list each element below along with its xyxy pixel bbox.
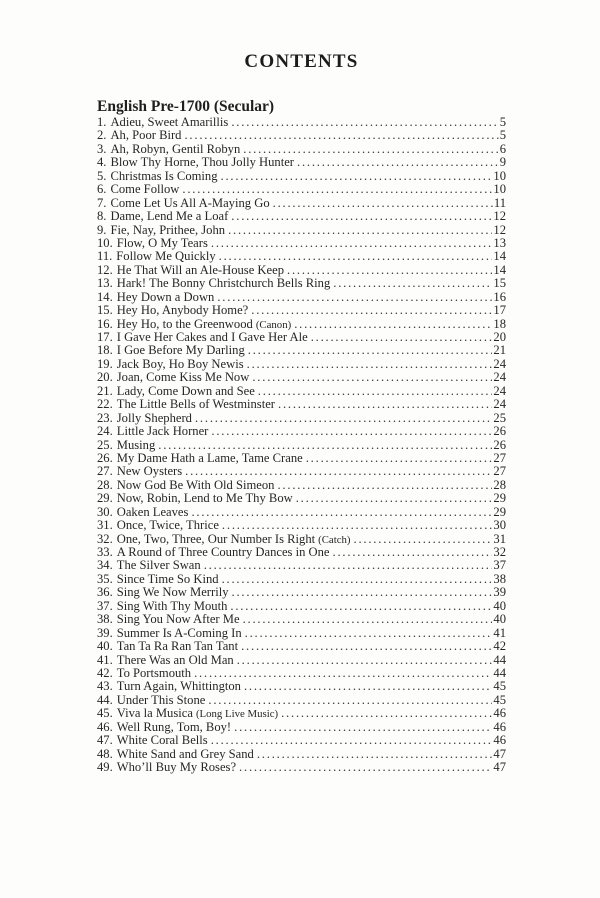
toc-entry-title: New Oysters [116,464,183,479]
dot-leader [296,492,493,505]
toc-entry-page: 41 [493,625,506,640]
dot-leader [231,116,498,129]
toc-entry [97,344,506,357]
toc-entry-page: 45 [493,679,506,694]
toc-entry-title: Since Time So Kind [116,571,219,586]
toc-entry-page: 9 [499,155,506,170]
toc-entry-title: Now, Robin, Lend to Me Thy Bow [116,491,293,506]
dot-leader [221,170,493,183]
toc-entry [97,143,506,156]
toc-entry-page: 27 [493,464,506,479]
toc-entry-page: 24 [493,370,506,385]
toc-entry-title: White Coral Bells [116,733,208,748]
dot-leader [241,640,492,653]
toc-entry [97,197,506,210]
toc-entry [97,116,506,129]
toc-entry-number: 47. [97,733,113,748]
toc-entry-number: 23. [97,410,113,425]
toc-entry-page: 29 [493,504,506,519]
toc-entry-title: My Dame Hath a Lame, Tame Crane [116,450,303,465]
toc-entry-number: 39. [97,625,113,640]
toc-entry-number: 4. [97,155,107,170]
toc-entry-number: 48. [97,746,113,761]
dot-leader [204,559,493,572]
toc-entry-title: To Portsmouth [116,665,192,680]
toc-entry [97,533,506,546]
dot-leader [333,277,492,290]
toc-entry-page: 46 [493,719,506,734]
toc-entry-title: Sing We Now Merrily [116,585,229,600]
toc-entry-page: 47 [493,746,506,761]
toc-entry [97,224,506,237]
toc-entry [97,291,506,304]
toc-entry [97,210,506,223]
toc-entry [97,748,506,761]
toc-entry-title: Adieu, Sweet Amarillis [110,115,229,129]
toc-entry-page: 18 [493,316,506,331]
toc-entry-page: 40 [493,598,506,613]
toc-entry [97,385,506,398]
toc-entry-number: 27. [97,464,113,479]
dot-leader [243,613,493,626]
toc-entry-page: 13 [493,235,506,250]
toc-entry-page: 47 [493,760,506,774]
toc-entry-page: 32 [493,545,506,559]
toc-entry-title: Hark! The Bonny Christchurch Bells Ring [116,276,331,291]
toc-entry [97,331,506,344]
toc-entry-page: 12 [493,222,506,237]
dot-leader [211,734,493,747]
toc-entry-number: 45. [97,706,113,721]
toc-list [97,116,506,774]
toc-entry-number: 30. [97,504,113,519]
toc-entry-title: Jolly Shepherd [116,410,192,425]
toc-entry [97,519,506,532]
toc-entry-page: 38 [493,571,506,586]
dot-leader [333,546,493,559]
toc-entry-title: A Round of Three Country Dances in One [116,545,330,559]
toc-entry-title: I Gave Her Cakes and I Gave Her Ale [116,330,308,344]
toc-entry [97,600,506,613]
toc-entry-title: Jack Boy, Ho Boy Newis [116,356,244,371]
toc-entry-number: 34. [97,558,113,573]
toc-entry [97,250,506,263]
toc-entry-number: 49. [97,760,113,774]
toc-entry-title: Joan, Come Kiss Me Now [116,370,250,385]
toc-entry-number: 26. [97,450,113,465]
toc-entry-title: Under This Stone [116,692,206,707]
toc-entry-title: Once, Twice, Thrice [116,518,219,533]
dot-leader [251,304,492,317]
toc-entry-number: 6. [97,182,107,197]
toc-entry-page: 45 [493,692,506,707]
toc-entry-page: 24 [493,356,506,371]
toc-entry-number: 9. [97,222,107,237]
toc-entry [97,183,506,196]
toc-entry-number: 13. [97,276,113,291]
dot-leader [191,506,492,519]
toc-entry-page: 27 [493,450,506,465]
toc-entry-number: 38. [97,612,113,627]
dot-leader [278,398,492,411]
toc-entry-title: Turn Again, Whittington [116,679,241,694]
toc-entry [97,627,506,640]
toc-entry [97,439,506,452]
toc-entry [97,304,506,317]
toc-entry [97,277,506,290]
dot-leader [247,358,493,371]
dot-leader [273,197,493,210]
toc-entry-title: Summer Is A-Coming In [116,625,242,640]
toc-entry [97,452,506,465]
dot-leader [252,371,492,384]
toc-entry-title: Follow Me Quickly [116,249,216,264]
dot-leader [195,412,492,425]
toc-entry-number: 3. [97,141,107,156]
toc-entry-title: Viva la Musica [116,706,193,721]
dot-leader [234,721,492,734]
dot-leader [237,654,493,667]
dot-leader [217,291,492,304]
toc-entry-title: Who’ll Buy My Roses? [116,760,237,774]
toc-entry-number: 11. [97,249,113,264]
toc-entry-title: There Was an Old Man [116,652,234,667]
toc-entry-number: 22. [97,397,113,412]
toc-entry-page: 46 [493,706,506,721]
toc-entry-number: 15. [97,303,113,318]
toc-entry [97,613,506,626]
toc-entry-page: 39 [493,585,506,600]
toc-entry-page: 6 [499,141,506,156]
toc-entry-page: 14 [493,249,506,264]
toc-entry [97,680,506,693]
toc-entry-number: 14. [97,289,113,304]
toc-entry-number: 21. [97,383,113,398]
toc-entry-title: Lady, Come Down and See [116,383,255,398]
dot-leader [354,533,493,546]
dot-leader [194,667,492,680]
dot-leader [306,452,493,465]
toc-entry-number: 10. [97,235,113,250]
dot-leader [311,331,493,344]
dot-leader [232,586,493,599]
toc-entry-page: 26 [493,424,506,439]
toc-entry-number: 12. [97,262,113,277]
toc-entry-page: 24 [493,397,506,412]
toc-entry [97,667,506,680]
toc-entry [97,640,506,653]
toc-entry-title: Little Jack Horner [116,424,209,439]
dot-leader [245,627,493,640]
toc-entry [97,170,506,183]
toc-entry-number: 36. [97,585,113,600]
toc-entry-number: 28. [97,477,113,492]
toc-entry-title: Oaken Leaves [116,504,189,519]
toc-entry-title: Musing [116,437,156,452]
toc-entry [97,237,506,250]
toc-entry [97,129,506,142]
toc-entry-number: 32. [97,531,113,546]
toc-entry-number: 20. [97,370,113,385]
toc-entry-page: 44 [493,665,506,680]
toc-entry-title: Dame, Lend Me a Loaf [110,209,229,224]
toc-entry [97,398,506,411]
toc-entry-page: 15 [493,276,506,291]
toc-entry-number: 43. [97,679,113,694]
section-heading: English Pre-1700 (Secular) [97,98,275,115]
toc-entry-title: Christmas Is Coming [110,168,218,183]
dot-leader [297,156,499,169]
toc-entry-page: 44 [493,652,506,667]
toc-entry [97,358,506,371]
toc-entry-number: 46. [97,719,113,734]
toc-entry-number: 18. [97,343,113,358]
dot-leader [294,318,492,331]
toc-entry-number: 40. [97,639,113,654]
toc-entry-number: 17. [97,330,113,344]
toc-entry-number: 19. [97,356,113,371]
toc-entry [97,694,506,707]
toc-entry-title: Now God Be With Old Simeon [116,477,275,492]
toc-entry [97,492,506,505]
toc-entry-title: Hey Down a Down [116,289,215,304]
toc-entry [97,707,506,720]
dot-leader [287,264,492,277]
toc-entry-page: 12 [493,209,506,224]
toc-entry-number: 35. [97,571,113,586]
dot-leader [211,425,492,438]
toc-entry-page: 37 [493,558,506,573]
toc-entry-number: 7. [97,195,107,210]
toc-entry [97,425,506,438]
dot-leader [243,143,498,156]
toc-entry-page: 5 [499,115,506,129]
toc-entry-number: 44. [97,692,113,707]
toc-entry-title: Blow Thy Horne, Thou Jolly Hunter [110,155,294,170]
toc-entry-number: 25. [97,437,113,452]
toc-entry-title: Hey Ho, to the Greenwood [116,316,253,331]
toc-entry-title: Flow, O My Tears [116,235,208,250]
toc-entry-title: Come Let Us All A-Maying Go [110,195,270,210]
toc-entry-page: 26 [493,437,506,452]
toc-entry-page: 30 [493,518,506,533]
toc-entry-page: 28 [493,477,506,492]
dot-leader [184,129,498,142]
toc-entry [97,734,506,747]
dot-leader [222,519,492,532]
dot-leader [208,694,492,707]
toc-entry-title: The Silver Swan [116,558,201,573]
toc-entry [97,264,506,277]
toc-entry-number: 2. [97,128,107,143]
dot-leader [244,680,492,693]
toc-entry-page: 31 [493,531,506,546]
toc-entry-page: 10 [493,182,506,197]
toc-entry-page: 16 [493,289,506,304]
toc-entry-number: 42. [97,665,113,680]
toc-entry-number: 5. [97,168,107,183]
toc-entry-title: Ah, Poor Bird [110,128,182,143]
toc-entry-page: 46 [493,733,506,748]
toc-entry-page: 40 [493,612,506,627]
dot-leader [248,344,493,357]
toc-entry-title: Come Follow [110,182,180,197]
toc-entry-title: One, Two, Three, Our Number Is Right [116,531,316,546]
toc-entry-note: (Long Live Music) [195,708,279,721]
toc-entry-page: 21 [493,343,506,358]
toc-entry-page: 24 [493,383,506,398]
dot-leader [231,210,492,223]
dot-leader [257,748,493,761]
dot-leader [281,707,492,720]
toc-entry-title: He That Will an Ale-House Keep [116,262,284,277]
toc-entry-title: Sing With Thy Mouth [116,598,228,613]
toc-entry-note: (Catch) [318,533,351,546]
toc-entry-number: 8. [97,209,107,224]
toc-entry-number: 24. [97,424,113,439]
dot-leader [230,600,492,613]
toc-entry-title: Fie, Nay, Prithee, John [110,222,226,237]
toc-entry-number: 29. [97,491,113,506]
toc-entry [97,586,506,599]
toc-entry [97,156,506,169]
toc-entry [97,412,506,425]
toc-entry-title: I Goe Before My Darling [116,343,245,358]
toc-entry-page: 29 [493,491,506,506]
toc-entry-title: Hey Ho, Anybody Home? [116,303,249,318]
dot-leader [277,479,492,492]
toc-entry-page: 10 [493,168,506,183]
toc-entry-note: (Canon) [255,318,292,331]
toc-entry-number: 41. [97,652,113,667]
dot-leader [185,465,492,478]
toc-entry [97,318,506,331]
toc-entry [97,546,506,559]
dot-leader [258,385,493,398]
toc-entry-title: The Little Bells of Westminster [116,397,275,412]
toc-entry-number: 1. [97,115,107,129]
toc-entry-number: 33. [97,545,113,559]
dot-leader [158,439,492,452]
page-title: CONTENTS [244,51,359,72]
toc-entry-page: 11 [493,195,506,210]
toc-entry-number: 31. [97,518,113,533]
toc-entry-page: 42 [493,639,506,654]
toc-entry-page: 17 [493,303,506,318]
toc-entry [97,654,506,667]
toc-entry-title: White Sand and Grey Sand [116,746,254,761]
toc-entry-page: 25 [493,410,506,425]
dot-leader [239,761,492,774]
toc-entry [97,506,506,519]
toc-entry [97,479,506,492]
toc-entry [97,371,506,384]
toc-entry [97,573,506,586]
toc-content [97,0,506,774]
toc-entry-page: 5 [499,128,506,143]
toc-entry-title: Tan Ta Ra Ran Tan Tant [116,639,239,654]
dot-leader [211,237,493,250]
toc-entry-title: Sing You Now After Me [116,612,240,627]
toc-entry [97,721,506,734]
dot-leader [219,250,493,263]
toc-entry-number: 37. [97,598,113,613]
toc-entry-title: Ah, Robyn, Gentil Robyn [110,141,241,156]
dot-leader [222,573,493,586]
toc-entry [97,761,506,774]
dot-leader [228,224,492,237]
toc-entry [97,559,506,572]
toc-entry-page: 20 [493,330,506,344]
toc-entry-number: 16. [97,316,113,331]
toc-entry-title: Well Rung, Tom, Boy! [116,719,232,734]
toc-entry [97,465,506,478]
toc-entry-page: 14 [493,262,506,277]
dot-leader [182,183,492,196]
